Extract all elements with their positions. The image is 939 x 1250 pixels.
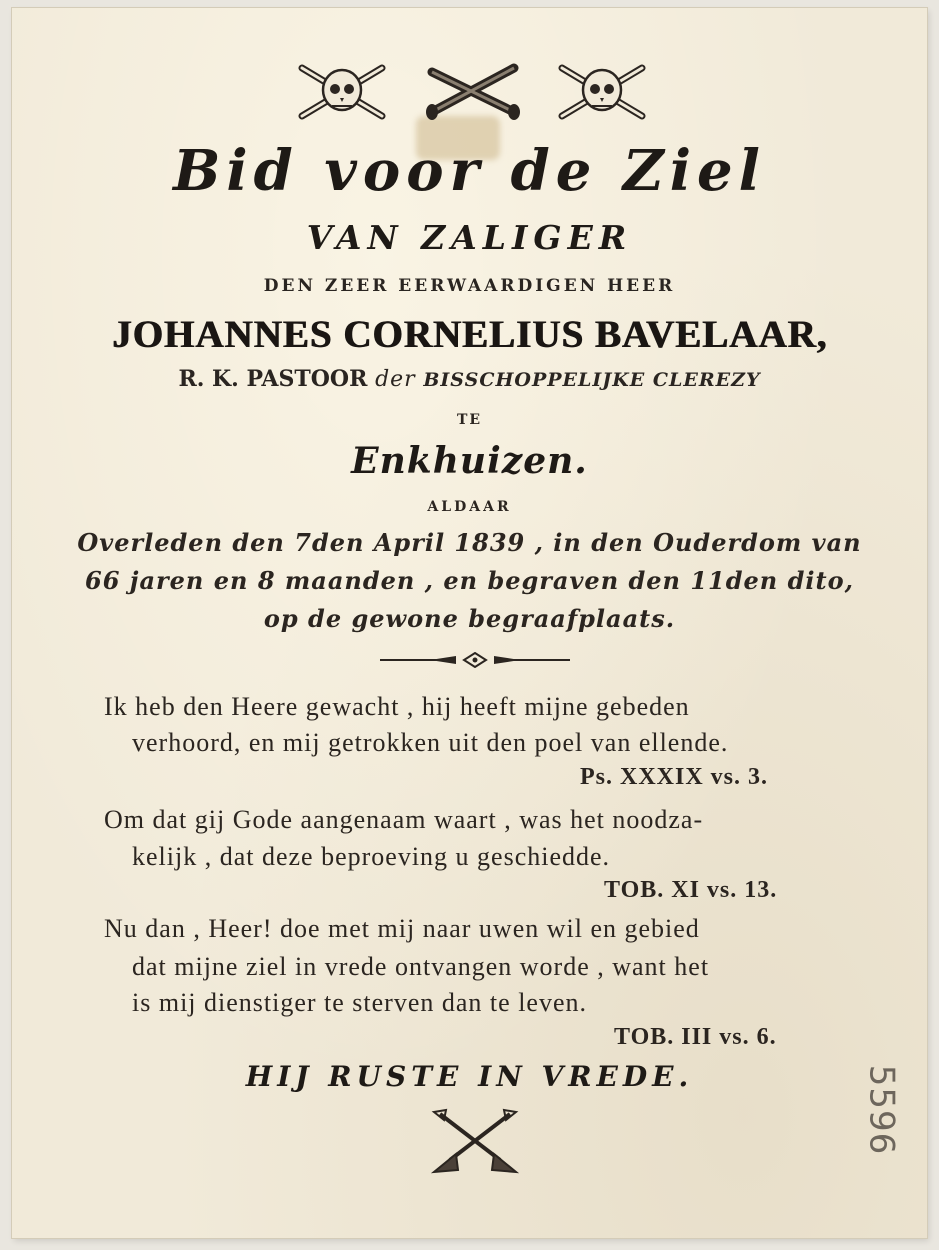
top-ornament (290, 60, 660, 122)
verse-3-reference: TOB. III vs. 6. (614, 1024, 777, 1050)
aldaar-label: ALDAAR (427, 499, 512, 515)
honorific: DEN ZEER EERWAARDIGEN HEER (263, 276, 676, 296)
verse-3-line-3: is mij dienstiger te sterven dan te leven. (132, 988, 587, 1017)
city-name: Enkhuizen. (351, 440, 588, 482)
handwritten-number: 5596 (861, 1064, 902, 1156)
death-line-2: 66 jaren en 8 maanden , en begraven den 11den dito, (85, 566, 854, 595)
verse-3-line-2: dat mijne ziel in vrede ontvangen worde , want het (132, 952, 710, 981)
closing-line: HIJ RUSTE IN VREDE. (245, 1060, 694, 1093)
verse-2-line-1: Om dat gij Gode aangenaam waart , was het noodza- (104, 805, 704, 834)
skull-crossbones-icon (302, 68, 382, 116)
card-title: Bid voor de Ziel (173, 138, 766, 204)
verse-2-line-2: kelijk , dat deze beproeving u geschiedde. (132, 842, 611, 871)
death-line-1: Overleden den 7den April 1839 , in den Ouderdom van (77, 528, 862, 557)
te-label: TE (456, 412, 483, 428)
deceased-name: JOHANNES CORNELIUS BAVELAAR, (111, 313, 828, 356)
death-line-3: op de gewone begraafplaats. (263, 604, 676, 633)
verse-1-line-2: verhoord, en mij getrokken uit den poel van ellende. (132, 728, 729, 757)
subtitle: VAN ZALIGER (306, 218, 633, 257)
verse-2-reference: TOB. XI vs. 13. (604, 877, 778, 903)
verse-1-reference: Ps. XXXIX vs. 3. (580, 764, 769, 790)
position-clergy: BISSCHOPPELIJKE CLEREZY (423, 369, 761, 391)
verse-3-line-1: Nu dan , Heer! doe met mij naar uwen wil en gebied (104, 914, 700, 943)
crossed-torches-icon (426, 68, 520, 120)
skull-crossbones-icon (562, 68, 642, 116)
position-line (0, 366, 939, 392)
verse-1-line-1: Ik heb den Heere gewacht , hij heeft mijne gebeden (104, 692, 690, 721)
ornamental-divider-icon (380, 652, 570, 668)
position-der: der (375, 367, 416, 392)
crossed-shovels-icon (430, 1108, 520, 1174)
position-title: R. K. PASTOOR (178, 366, 368, 392)
